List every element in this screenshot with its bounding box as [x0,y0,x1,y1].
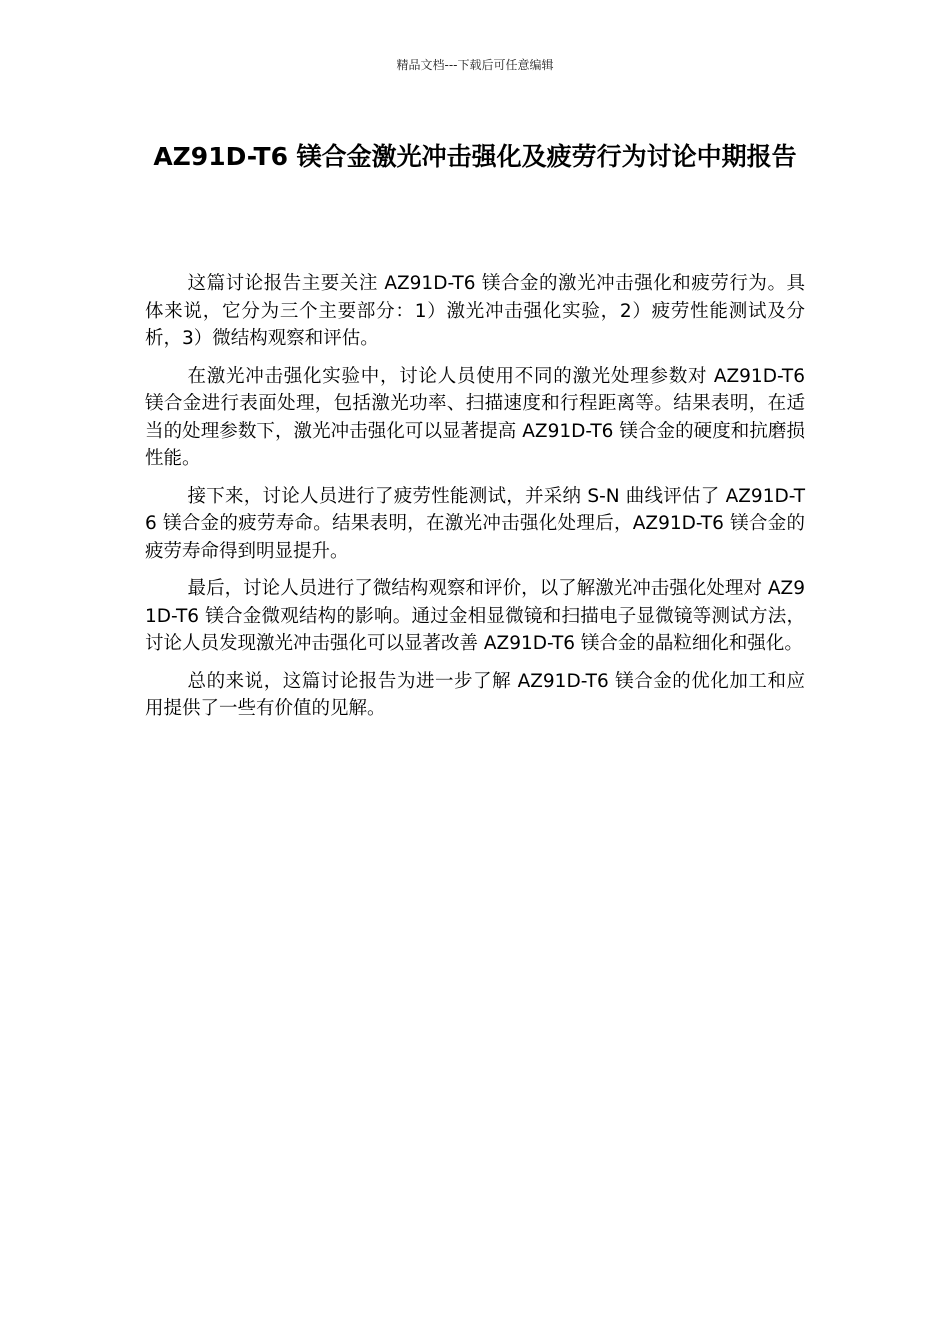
body-paragraph: 这篇讨论报告主要关注 AZ91D-T6 镁合金的激光冲击强化和疲劳行为。具体来说，它分为三个主要部分：1）激光冲击强化实验，2）疲劳性能测试及分析，3）微结构观察和评估。 [145,273,805,349]
document-title: AZ91D-T6 镁合金激光冲击强化及疲劳行为讨论中期报告 [153,142,797,171]
body-paragraph: 最后，讨论人员进行了微结构观察和评价，以了解激光冲击强化处理对 AZ91D-T6 镁合金微观结构的影响。通过金相显微镜和扫描电子显微镜等测试方法，讨论人员发现激光冲击强化可以显著改善 AZ91D-T6 镁合金的晶粒细化和强化。 [145,578,805,654]
body-paragraph: 接下来，讨论人员进行了疲劳性能测试，并采纳 S-N 曲线评估了 AZ91D-T6 镁合金的疲劳寿命。结果表明，在激光冲击强化处理后，AZ91D-T6 镁合金的疲劳寿命得到明显提升。 [145,485,805,562]
body-paragraph: 总的来说，这篇讨论报告为进一步了解 AZ91D-T6 镁合金的优化加工和应用提供了一些有价值的见解。 [145,670,805,719]
document-body [145,270,805,733]
page-header-text: 精品文档---下载后可任意编辑 [396,58,554,72]
body-paragraph: 在激光冲击强化实验中，讨论人员使用不同的激光处理参数对 AZ91D-T6 镁合金进行表面处理，包括激光功率、扫描速度和行程距离等。结果表明，在适当的处理参数下，激光冲击强化可以显著提高 AZ91D-T6 镁合金的硬度和抗磨损性能。 [145,365,805,469]
